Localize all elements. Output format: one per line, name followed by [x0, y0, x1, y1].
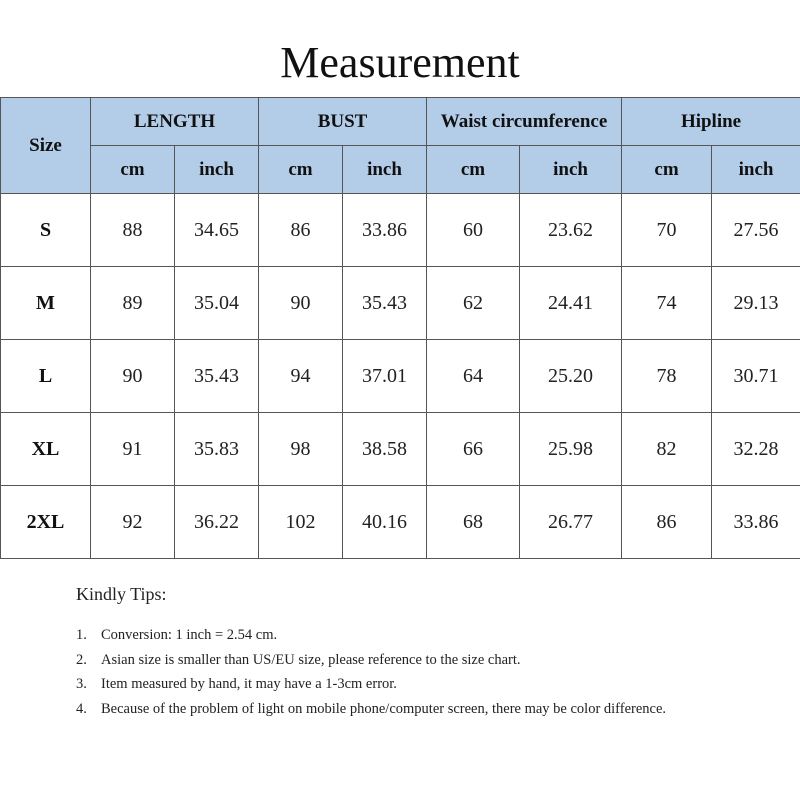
table-cell: 26.77 — [520, 486, 622, 559]
table-cell: 74 — [622, 267, 712, 340]
size-column-header: Size — [1, 98, 91, 194]
length-group-header: LENGTH — [91, 98, 259, 146]
table-cell: 91 — [91, 413, 175, 486]
table-cell: 88 — [91, 194, 175, 267]
tip-text: Conversion: 1 inch = 2.54 cm. — [101, 627, 278, 643]
unit-header: inch — [175, 146, 259, 194]
table-cell: 82 — [622, 413, 712, 486]
table-cell: 89 — [91, 267, 175, 340]
size-cell: L — [1, 340, 91, 413]
table-body — [1, 194, 800, 559]
header-row-units — [1, 146, 800, 194]
table-cell: 66 — [427, 413, 520, 486]
table-cell: 92 — [91, 486, 175, 559]
table-cell: 37.01 — [343, 340, 427, 413]
table-cell: 90 — [91, 340, 175, 413]
unit-header: inch — [520, 146, 622, 194]
table-cell: 32.28 — [712, 413, 800, 486]
unit-header: cm — [259, 146, 343, 194]
table-cell: 34.65 — [175, 194, 259, 267]
tip-number: 3. — [76, 676, 87, 692]
table-cell: 40.16 — [343, 486, 427, 559]
unit-header: inch — [712, 146, 800, 194]
size-cell: 2XL — [1, 486, 91, 559]
table-cell: 86 — [259, 194, 343, 267]
table-row — [1, 413, 800, 486]
unit-header: cm — [622, 146, 712, 194]
table-cell: 38.58 — [343, 413, 427, 486]
unit-header: cm — [91, 146, 175, 194]
tip-number: 4. — [76, 700, 87, 717]
table-cell: 35.83 — [175, 413, 259, 486]
table-row — [1, 340, 800, 413]
size-chart-table — [0, 97, 800, 559]
table-cell: 90 — [259, 267, 343, 340]
size-cell: XL — [1, 413, 91, 486]
table-row — [1, 267, 800, 340]
table-cell: 70 — [622, 194, 712, 267]
table-cell: 64 — [427, 340, 520, 413]
table-cell: 25.20 — [520, 340, 622, 413]
tips-list — [76, 623, 776, 721]
tip-number: 2. — [76, 651, 87, 668]
table-cell: 35.43 — [175, 340, 259, 413]
table-row — [1, 486, 800, 559]
tip-item — [76, 648, 776, 673]
table-cell: 60 — [427, 194, 520, 267]
table-cell: 94 — [259, 340, 343, 413]
size-cell: M — [1, 267, 91, 340]
size-cell: S — [1, 194, 91, 267]
header-row-groups — [1, 98, 800, 146]
hipline-group-header: Hipline — [622, 98, 800, 146]
table-cell: 30.71 — [712, 340, 800, 413]
table-cell: 33.86 — [343, 194, 427, 267]
tip-text: Asian size is smaller than US/EU size, please reference to the size chart. — [101, 651, 521, 668]
kindly-tips — [76, 584, 776, 721]
table-header — [1, 98, 800, 194]
tip-item — [76, 672, 776, 697]
table-cell: 86 — [622, 486, 712, 559]
unit-header: inch — [343, 146, 427, 194]
unit-header: cm — [427, 146, 520, 194]
table-row — [1, 194, 800, 267]
table-cell: 23.62 — [520, 194, 622, 267]
table-cell: 27.56 — [712, 194, 800, 267]
tip-item — [76, 623, 776, 648]
tips-title: Kindly Tips: — [76, 584, 167, 604]
tip-text: Item measured by hand, it may have a 1-3cm error. — [101, 676, 397, 692]
tip-item — [76, 697, 776, 722]
table-cell: 25.98 — [520, 413, 622, 486]
table-cell: 24.41 — [520, 267, 622, 340]
table-cell: 68 — [427, 486, 520, 559]
table-cell: 33.86 — [712, 486, 800, 559]
table-cell: 35.43 — [343, 267, 427, 340]
table-cell: 36.22 — [175, 486, 259, 559]
table-cell: 29.13 — [712, 267, 800, 340]
tip-text: Because of the problem of light on mobile phone/computer screen, there may be color difference. — [101, 700, 667, 717]
table-cell: 62 — [427, 267, 520, 340]
tip-number: 1. — [76, 627, 87, 643]
table-cell: 98 — [259, 413, 343, 486]
table-cell: 35.04 — [175, 267, 259, 340]
bust-group-header: BUST — [259, 98, 427, 146]
page-title: Measurement — [280, 38, 520, 87]
table-cell: 102 — [259, 486, 343, 559]
waist-group-header: Waist circumference — [427, 98, 622, 146]
table-cell: 78 — [622, 340, 712, 413]
